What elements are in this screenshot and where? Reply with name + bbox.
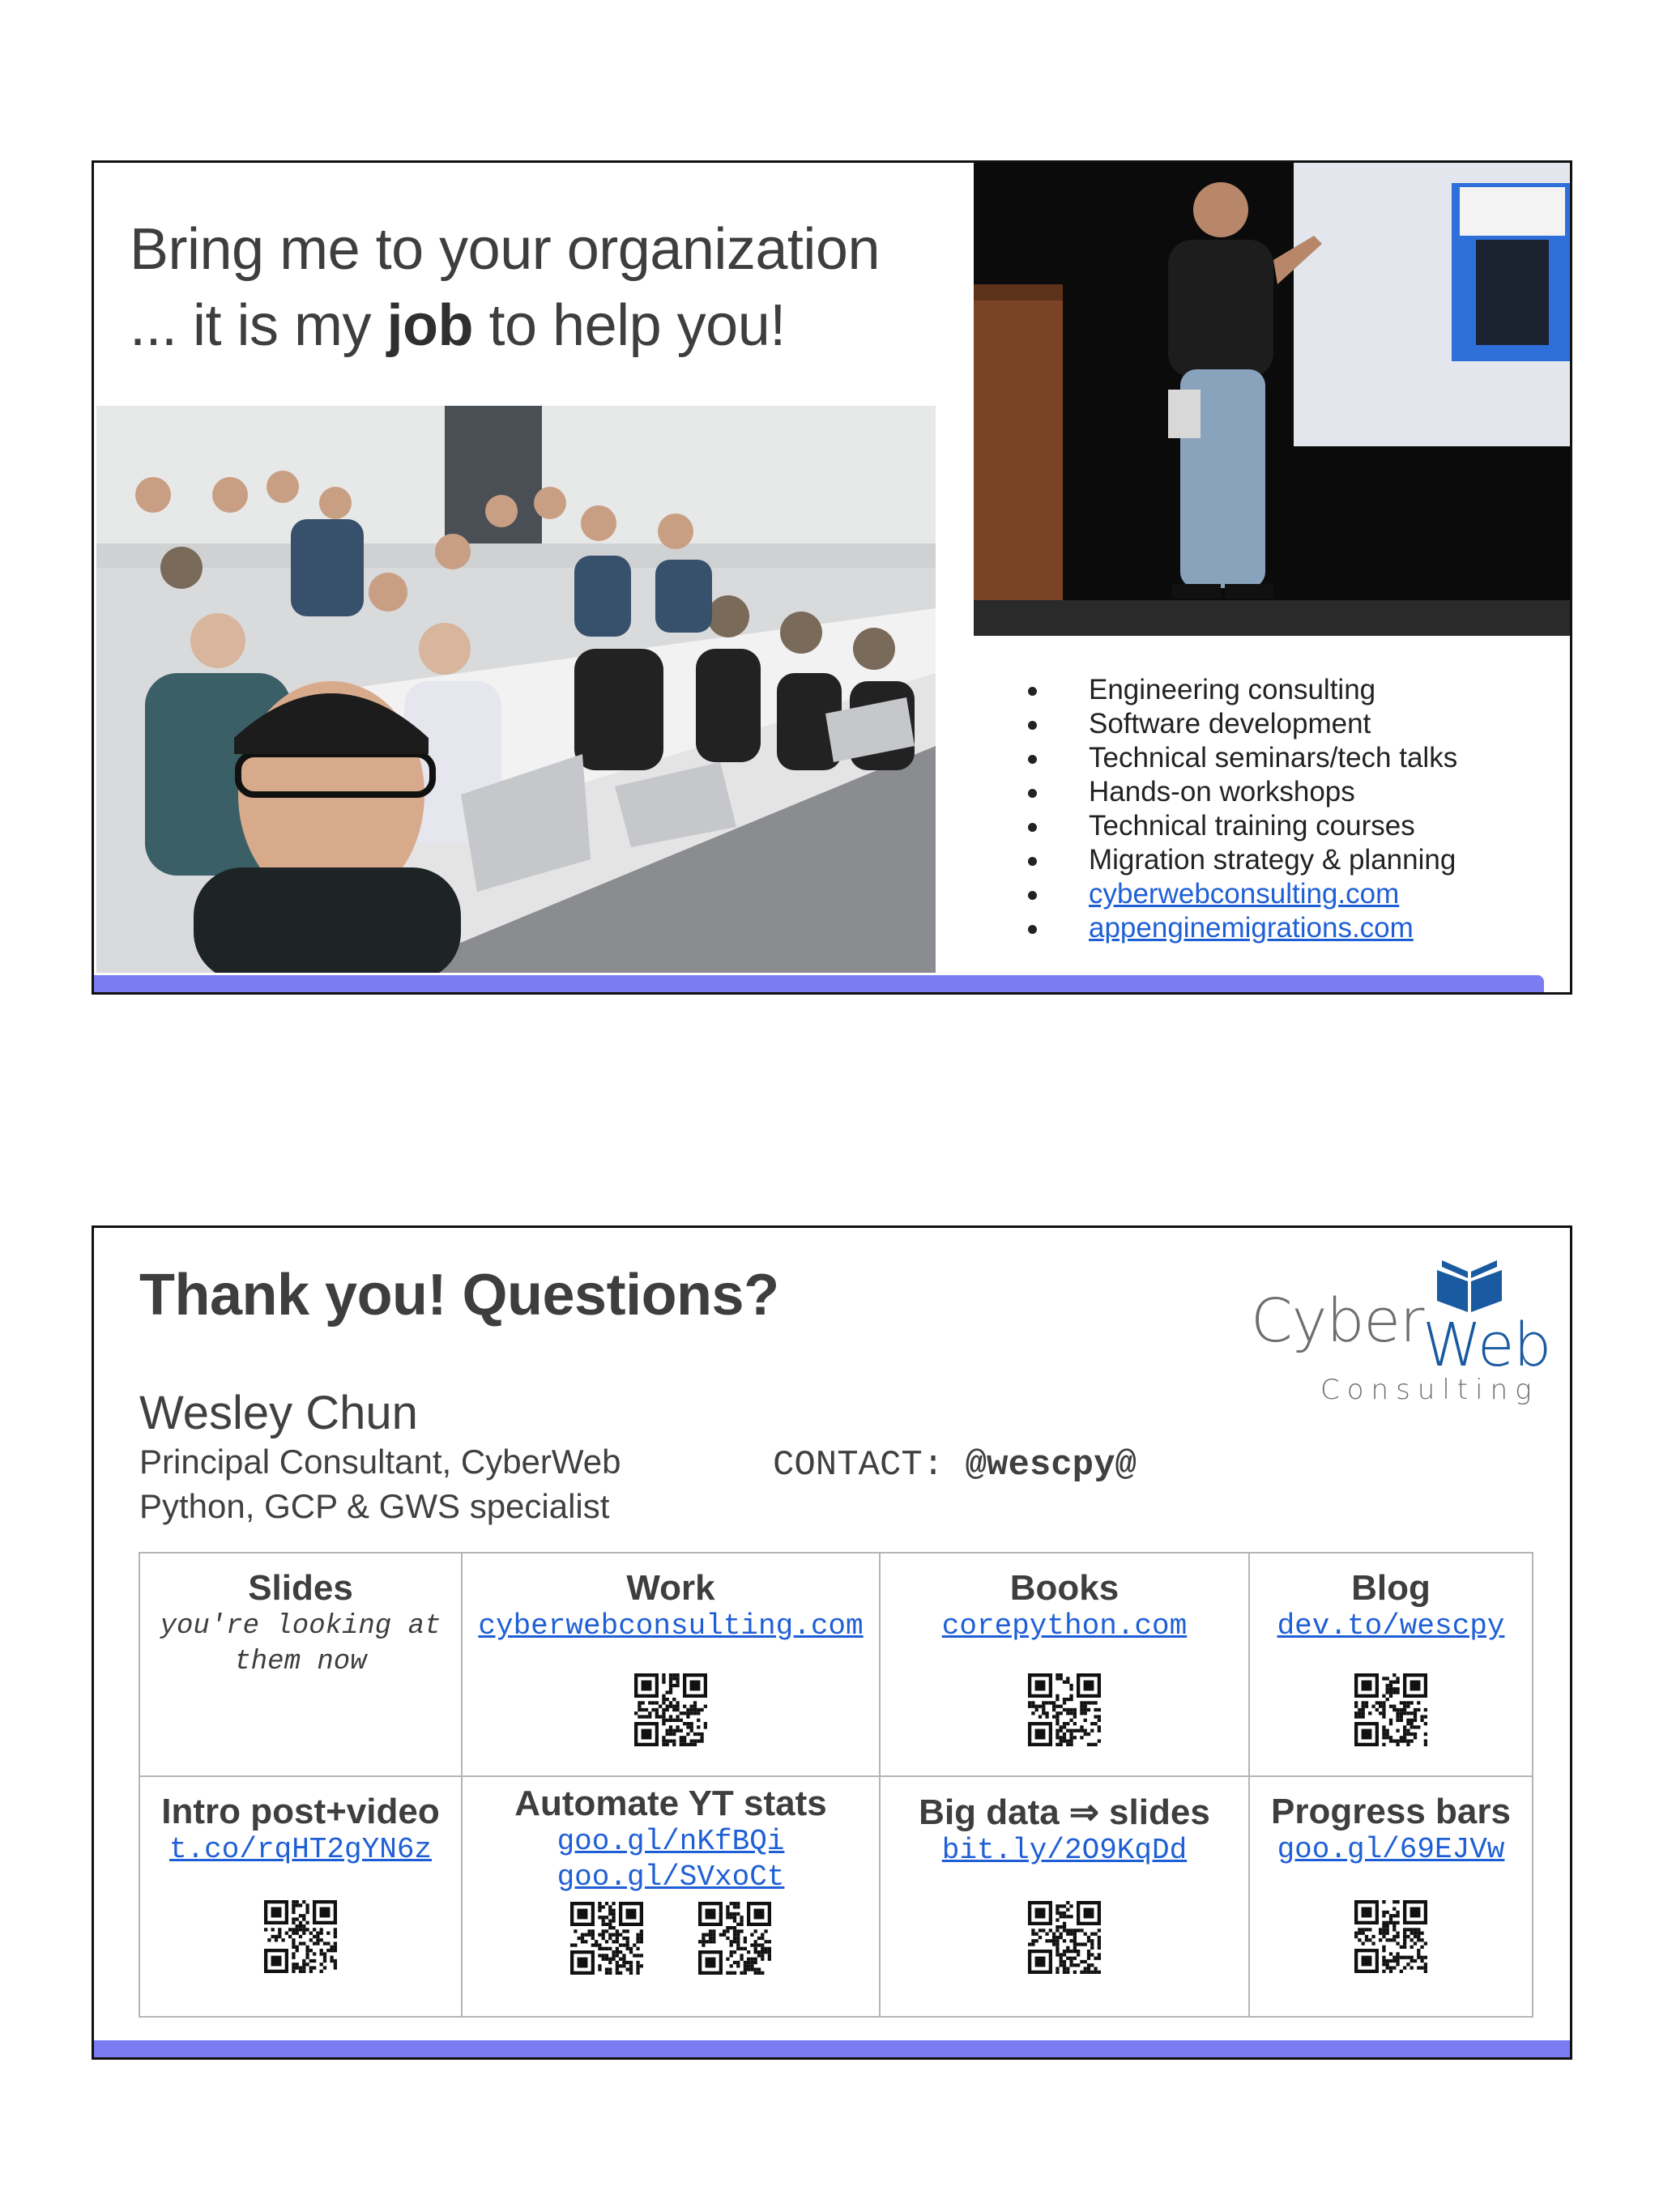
- intro-link[interactable]: t.co/rqHT2gYN6z: [168, 1833, 433, 1866]
- list-item: Technical training courses: [1024, 809, 1542, 843]
- title-line-2-post: to help you!: [472, 293, 786, 358]
- qr-code-icon[interactable]: [1354, 1673, 1427, 1746]
- slide-title: Thank you! Questions?: [139, 1263, 779, 1328]
- slide-accent-bar: [94, 2040, 1572, 2060]
- table-cell-work: [461, 1552, 881, 1777]
- title-bold-word: job: [386, 293, 473, 358]
- list-item-link-appengine: [1024, 911, 1542, 945]
- logo-word-consulting: Consulting: [1320, 1374, 1539, 1406]
- logo-word-web: Web: [1422, 1311, 1551, 1380]
- title-line-1: Bring me to your organization: [130, 217, 880, 282]
- slide-bring-me: [92, 160, 1572, 995]
- cell-heading: Blog: [1351, 1568, 1431, 1608]
- slide-thank-you: [92, 1225, 1572, 2060]
- cell-note: them now: [234, 1647, 367, 1677]
- title-line-2: [130, 288, 964, 364]
- contact-label: CONTACT:: [773, 1445, 966, 1485]
- table-cell-progress-bars: [1248, 1775, 1533, 2018]
- cell-heading: Work: [626, 1568, 715, 1608]
- table-cell-blog: [1248, 1552, 1533, 1777]
- cell-heading: Automate YT stats: [514, 1784, 827, 1823]
- qr-code-icon[interactable]: [634, 1673, 707, 1746]
- speaker-name: Wesley Chun: [139, 1387, 418, 1439]
- slide-title: [130, 211, 964, 364]
- qr-code-icon[interactable]: [698, 1902, 771, 1975]
- list-item-link-cyberweb: [1024, 877, 1542, 911]
- cell-heading: Books: [1009, 1568, 1120, 1608]
- cell-heading: Slides: [248, 1568, 353, 1608]
- contact-line: [773, 1445, 1137, 1485]
- services-list: [1024, 673, 1542, 945]
- contact-handle: @wescpy@: [965, 1445, 1137, 1485]
- group-selfie-photo: [96, 406, 936, 973]
- slide-accent-bar: [94, 975, 1544, 995]
- cell-heading: Progress bars: [1271, 1792, 1511, 1831]
- cyberweb-logo: [1251, 1260, 1559, 1406]
- speaker-role: Principal Consultant, CyberWeb: [139, 1443, 621, 1481]
- cell-heading: Intro post+video: [161, 1792, 440, 1831]
- qr-code-icon[interactable]: [264, 1900, 337, 1973]
- qr-code-icon[interactable]: [1354, 1900, 1427, 1973]
- book-icon: [1437, 1260, 1502, 1312]
- speaker-stage-photo: [974, 163, 1570, 636]
- list-item: Software development: [1024, 707, 1542, 741]
- title-line-2-pre: ... it is my: [130, 293, 387, 358]
- table-cell-big-data: [879, 1775, 1250, 2018]
- qr-code-icon[interactable]: [1028, 1901, 1101, 1974]
- resources-table: [139, 1552, 1532, 2018]
- appengine-link[interactable]: appenginemigrations.com: [1089, 912, 1414, 944]
- cell-note: you're looking at: [160, 1611, 441, 1642]
- list-item: Hands-on workshops: [1024, 775, 1542, 809]
- table-cell-yt-stats: [461, 1775, 881, 2018]
- list-item: Technical seminars/tech talks: [1024, 741, 1542, 775]
- cyberweb-link[interactable]: cyberwebconsulting.com: [1089, 878, 1400, 910]
- table-cell-slides: [139, 1552, 463, 1777]
- yt-stats-link-2[interactable]: goo.gl/SVxoCt: [557, 1860, 785, 1894]
- books-link[interactable]: corepython.com: [941, 1609, 1188, 1643]
- qr-code-icon[interactable]: [570, 1902, 643, 1975]
- table-cell-intro: [139, 1775, 463, 2018]
- list-item: Migration strategy & planning: [1024, 843, 1542, 877]
- qr-code-icon[interactable]: [1028, 1673, 1101, 1746]
- work-link[interactable]: cyberwebconsulting.com: [478, 1609, 864, 1643]
- list-item: Engineering consulting: [1024, 673, 1542, 707]
- logo-word-cyber: Cyber: [1251, 1286, 1424, 1356]
- speaker-specialty: Python, GCP & GWS specialist: [139, 1487, 610, 1525]
- table-cell-books: [879, 1552, 1250, 1777]
- blog-link[interactable]: dev.to/wescpy: [1277, 1609, 1505, 1643]
- progress-bars-link[interactable]: goo.gl/69EJVw: [1277, 1833, 1505, 1866]
- big-data-link[interactable]: bit.ly/2O9KqDd: [941, 1834, 1188, 1867]
- cell-heading: Big data ⇒ slides: [919, 1792, 1210, 1832]
- yt-stats-link-1[interactable]: goo.gl/nKfBQi: [557, 1825, 785, 1858]
